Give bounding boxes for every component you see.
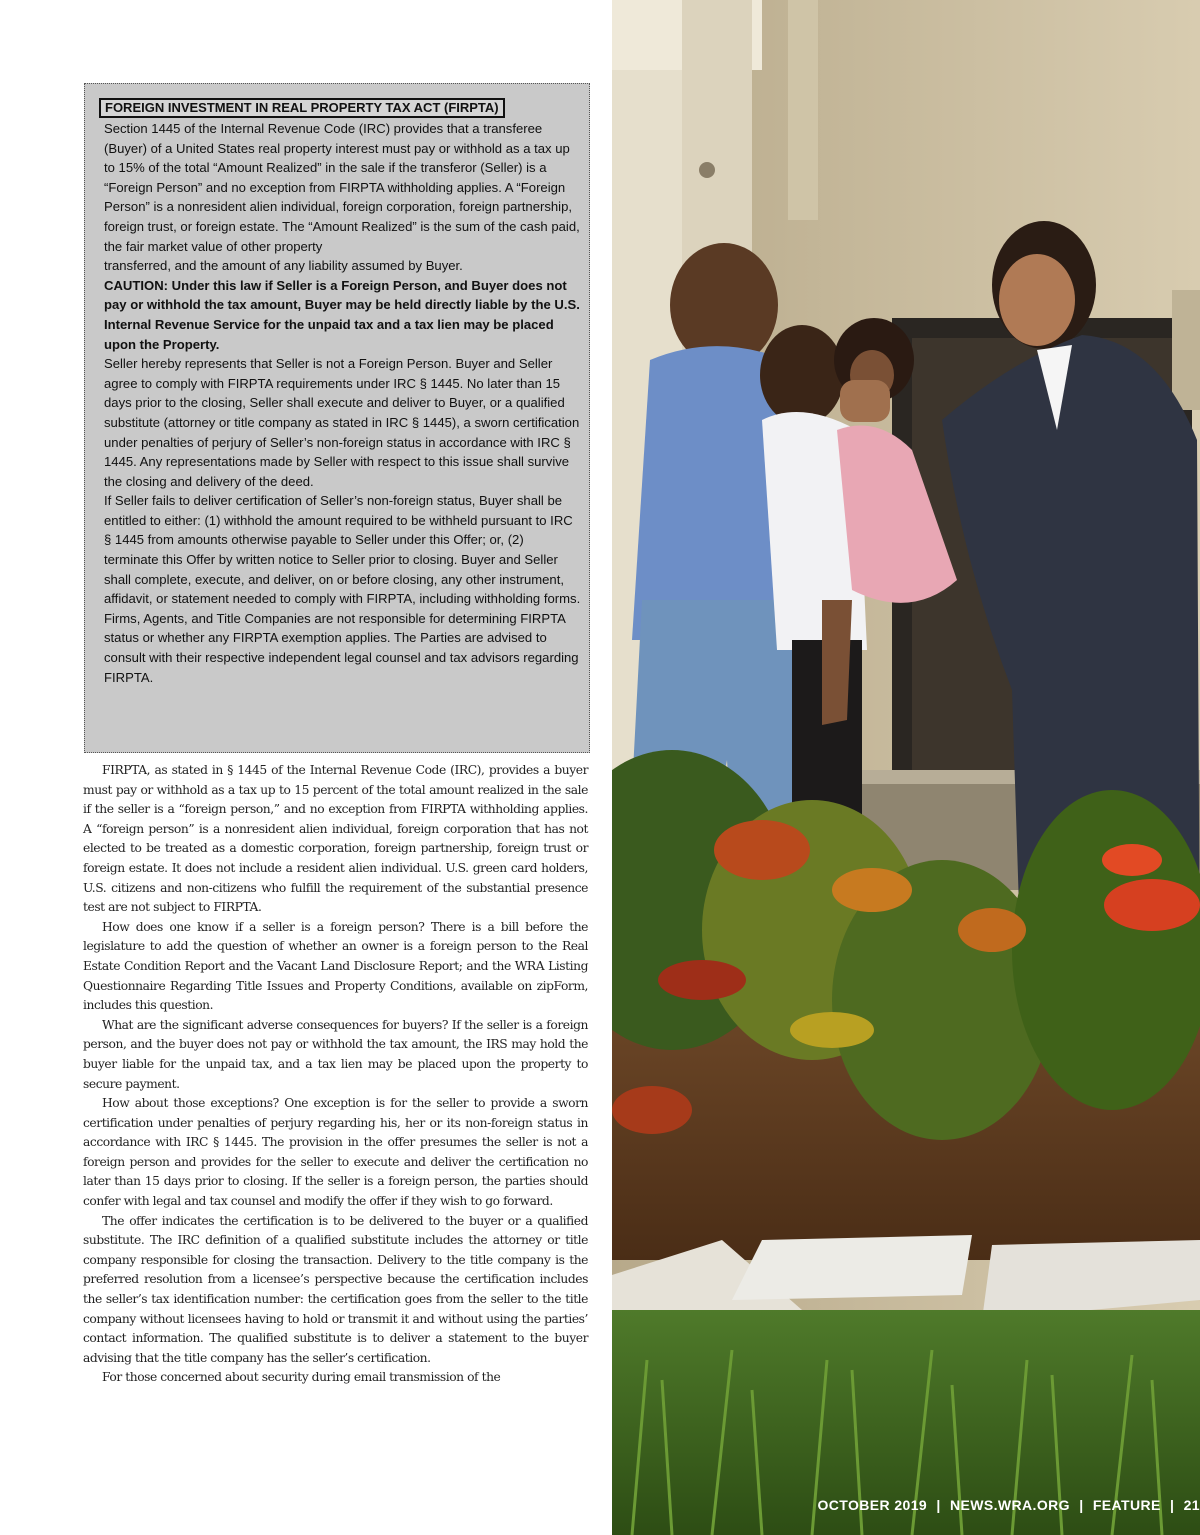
footer-section: FEATURE	[1092, 1497, 1161, 1513]
firpta-paragraph: If Seller fails to deliver certification of Seller’s non-foreign status, Buyer shall be entitled to either: (1) withhold the amount required to be withheld pursuant to IRC § 1445 from amounts otherwise payable to Seller under this Offer; or, (2) terminate this Offer by written notice to Seller prior to closing. Buyer and Seller shall complete, execute, and deliver, on or before closing, any other instrument, affidavit, or statement needed to comply with FIRPTA, including withholding forms.	[104, 493, 581, 607]
firpta-paragraph: Seller hereby represents that Seller is not a Foreign Person. Buyer and Seller agree to comply with FIRPTA requirements under IRC § 1445. No later than 15 days prior to the closing, Seller shall execute and deliver to Buyer, or a qualified substitute (attorney or title company as stated in IRC § 1445), a sworn certification under penalties of perjury of Seller’s non-foreign status in accordance with IRC § 1445. Any representations made by Seller with respect to this issue shall survive the closing and delivery of the deed.	[104, 356, 580, 489]
firpta-sidebar-box	[84, 83, 590, 753]
article-paragraph: How about those exceptions? One exception is for the seller to provide a sworn certification under penalties of perjury regarding his, her or its non-foreign status in accordance with IRC § 1445. The provision in the offer presumes the seller is not a foreign person and provides for the seller to execute and deliver the certification no later than 15 days prior to closing. If the seller is a foreign person, the parties should confer with legal and tax counsel and modify the offer if they wish to go forward.	[83, 1096, 588, 1209]
firpta-caution: CAUTION: Under this law if Seller is a Foreign Person, and Buyer does not pay or withhold the tax amount, Buyer may be held directly liable by the U.S. Internal Revenue Service for the unpaid tax and a tax lien may be placed upon the Property.	[104, 277, 580, 352]
page-footer	[612, 1497, 1200, 1517]
firpta-paragraph: Section 1445 of the Internal Revenue Code (IRC) provides that a transferee (Buyer) of a United States real property interest must pay or withhold as a tax up to 15% of the total “Amount Realized” in the sale if the transferor (Seller) is a “Foreign Person” and no exception from FIRPTA withholding applies. A “Foreign Person” is a nonresident alien individual, foreign corporation, foreign partnership, foreign trust, or foreign estate. The “Amount Realized” is the sum of the cash paid, the fair market value of other property	[104, 121, 580, 254]
article-paragraph: For those concerned about security during email transmission of the	[102, 1370, 501, 1385]
footer-page-number: 21	[1183, 1497, 1200, 1513]
footer-separator: |	[936, 1497, 941, 1513]
article-paragraph: How does one know if a seller is a foreign person? There is a bill before the legislature to add the question of whether an owner is a foreign person to the Real Estate Condition Report and the Vacant Land Disclosure Report; and the WRA Listing Questionnaire Regarding Title Issues and Property Conditions, available on zipForm, includes this question.	[83, 919, 588, 1013]
article-paragraph: The offer indicates the certification is to be delivered to the buyer or a qualified substitute. The IRC definition of a qualified substitute includes the attorney or title company responsible for closing the transaction. Delivery to the title company is the preferred resolution from a licensee’s perspective because the certification includes the seller’s tax identification number: the certification goes from the seller to the title company without licensees having to hold or transmit it and without using the parties’ contact information. The qualified substitute is to deliver a statement to the buyer advising that the title company has the seller’s certification.	[83, 1213, 588, 1365]
article-body	[83, 761, 588, 1388]
firpta-paragraph: transferred, and the amount of any liability assumed by Buyer.	[104, 258, 463, 274]
firpta-box-title: FOREIGN INVESTMENT IN REAL PROPERTY TAX ACT (FIRPTA)	[99, 98, 505, 118]
article-paragraph: What are the significant adverse consequences for buyers? If the seller is a foreign person, and the buyer does not pay or withhold the tax amount, the IRS may hold the buyer liable for the unpaid tax, and a tax lien may be placed upon the property to secure payment.	[83, 1017, 588, 1091]
footer-separator: |	[1079, 1497, 1084, 1513]
house-keys-handover-photo	[612, 0, 1200, 1535]
footer-site: NEWS.WRA.ORG	[950, 1497, 1070, 1513]
footer-date: OCTOBER 2019	[817, 1497, 928, 1513]
article-paragraph: FIRPTA, as stated in § 1445 of the Internal Revenue Code (IRC), provides a buyer must pay or withhold as a tax up to 15 percent of the total amount realized in the sale if the seller is a “foreign person,” and no exception from FIRPTA withholding applies. A “foreign person” is a nonresident alien individual, foreign corporation that has not elected to be treated as a domestic corporation, foreign partnership, foreign trust or foreign estate. It does not include a resident alien individual. U.S. green card holders, U.S. citizens and non-citizens who fulfill the requirement of the substantial presence test are not subject to FIRPTA.	[83, 763, 588, 915]
firpta-paragraph: Firms, Agents, and Title Companies are not responsible for determining FIRPTA status or whether any FIRPTA exemption applies. The Parties are advised to consult with their respective independent legal counsel and tax advisors regarding FIRPTA.	[104, 610, 579, 685]
footer-separator: |	[1170, 1497, 1175, 1513]
